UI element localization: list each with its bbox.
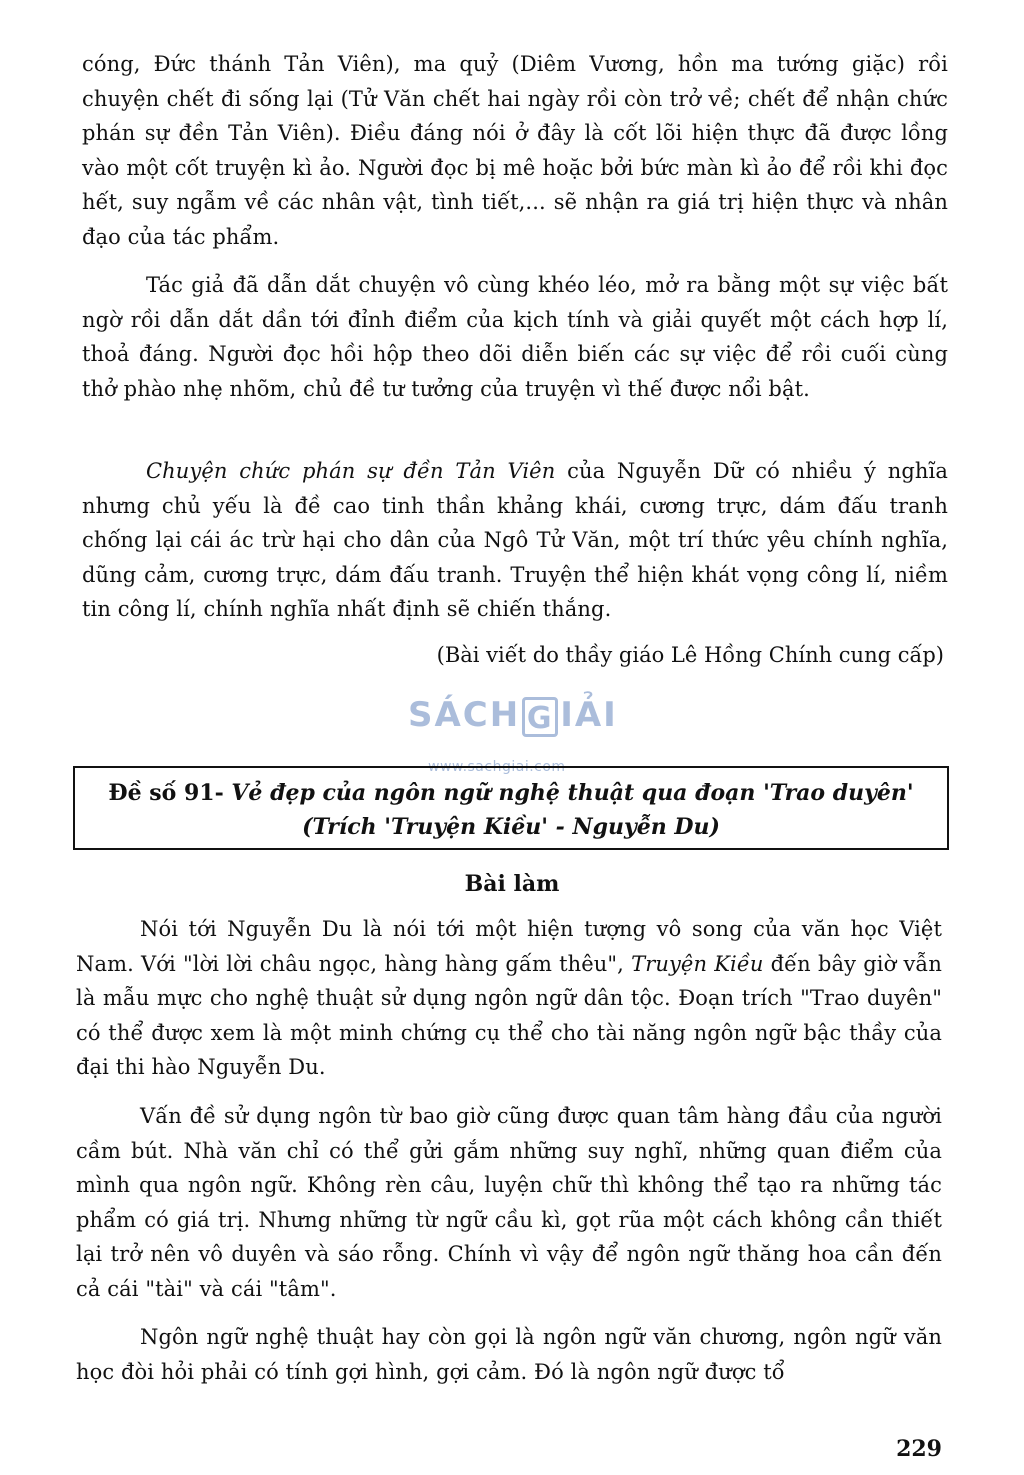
watermark-url: www.sachgiai.com (428, 759, 566, 775)
essay-paragraph-2 (76, 1099, 942, 1306)
paragraph-3 (82, 454, 948, 627)
essay-paragraph-1-text (76, 912, 942, 1085)
paragraph-2 (82, 268, 948, 406)
exercise-title-line-1 (75, 776, 947, 810)
watermark-brand-left: SÁCH (408, 695, 521, 735)
paragraph-3-text (82, 454, 948, 627)
byline: (Bài viết do thầy giáo Lê Hồng Chính cung cấp) (436, 643, 944, 667)
essay-p1-b: đến bây giờ vẫn là mẫu mực cho nghệ thuật sử dụng ngôn ngữ dân tộc. Đoạn trích "Trao duyên" có thể được xem là một minh chứng cụ thể cho tài năng ngôn ngữ bậc thầy của đại thi hào Nguyễn Du. (76, 951, 943, 1079)
paragraph-1 (82, 47, 948, 254)
watermark-brand (408, 695, 628, 737)
section-heading: Bài làm (464, 871, 560, 897)
essay-paragraph-3 (76, 1320, 942, 1389)
paragraph-2-text: Tác giả đã dẫn dắt chuyện vô cùng khéo léo, mở ra bằng một sự việc bất ngờ rồi dẫn dắt dần tới đỉnh điểm của kịch tính và giải quyết một cách hợp lí, thoả đáng. Người đọc hồi hộp theo dõi diễn biến các sự việc để rồi cuối cùng thở phào nhẹ nhõm, chủ đề tư tưởng của truyện vì thế được nổi bật. (82, 273, 948, 401)
paragraph-3-rest: của Nguyễn Dữ có nhiều ý nghĩa nhưng chủ yếu là đề cao tinh thần khảng khái, cương trực, dám đấu tranh chống lại cái ác trừ hại cho dân của Ngô Tử Văn, một trí thức yêu chính nghĩa, dũng cảm, cương trực, dám đấu tranh. Truyện thể hiện khát vọng công lí, niềm tin công lí, chính nghĩa nhất định sẽ chiến thắng. (82, 459, 948, 621)
exercise-number: Đề số 91- (108, 780, 232, 806)
page-number: 229 (896, 1436, 942, 1462)
watermark-brand-right: IẢI (560, 695, 618, 735)
paragraph-1-text: cóng, Đức thánh Tản Viên), ma quỷ (Diêm Vương, hồn ma tướng giặc) rồi chuyện chết đi sống lại (Tử Văn chết hai ngày rồi còn trở về; chết để nhận chức phán sự đền Tản Viên). Điều đáng nói ở đây là cốt lõi hiện thực đã được lồng vào một cốt truyện kì ảo. Người đọc bị mê hoặc bởi bức màn kì ảo để rồi khi đọc hết, suy ngẫm về các nhân vật, tình tiết,... sẽ nhận ra giá trị hiện thực và nhân đạo của tác phẩm. (82, 52, 948, 249)
essay-p1-italic: Truyện Kiều (631, 951, 764, 976)
work-title-italic: Chuyện chức phán sự đền Tản Viên (146, 459, 556, 483)
essay-p1-a: Nói tới Nguyễn Du là nói tới một hiện tượng vô song của văn học Việt Nam. Với "lời lời châu ngọc, hàng hàng gấm thêu", (76, 917, 942, 976)
watermark-brand-box: G (522, 697, 558, 737)
exercise-title-line-2: (Trích 'Truyện Kiều' - Nguyễn Du) (302, 814, 720, 840)
essay-paragraph-2-text: Vấn đề sử dụng ngôn từ bao giờ cũng được quan tâm hàng đầu của người cầm bút. Nhà văn chỉ có thể gửi gắm những suy nghĩ, những quan điểm của mình qua ngôn ngữ. Không rèn câu, luyện chữ thì không thể tạo ra những tác phẩm có giá trị. Nhưng những từ ngữ cầu kì, gọt rũa một cách không cần thiết lại trở nên vô duyên và sáo rỗng. Chính vì vậy để ngôn ngữ thăng hoa cần đến cả cái "tài" và cái "tâm". (76, 1104, 942, 1301)
essay-paragraph-1 (76, 912, 942, 1085)
exercise-title-box (73, 766, 949, 850)
essay-paragraph-3-text: Ngôn ngữ nghệ thuật hay còn gọi là ngôn ngữ văn chương, ngôn ngữ văn học đòi hỏi phải có tính gợi hình, gợi cảm. Đó là ngôn ngữ được tổ (76, 1325, 942, 1384)
exercise-title: Vẻ đẹp của ngôn ngữ nghệ thuật qua đoạn 'Trao duyên' (231, 780, 914, 806)
